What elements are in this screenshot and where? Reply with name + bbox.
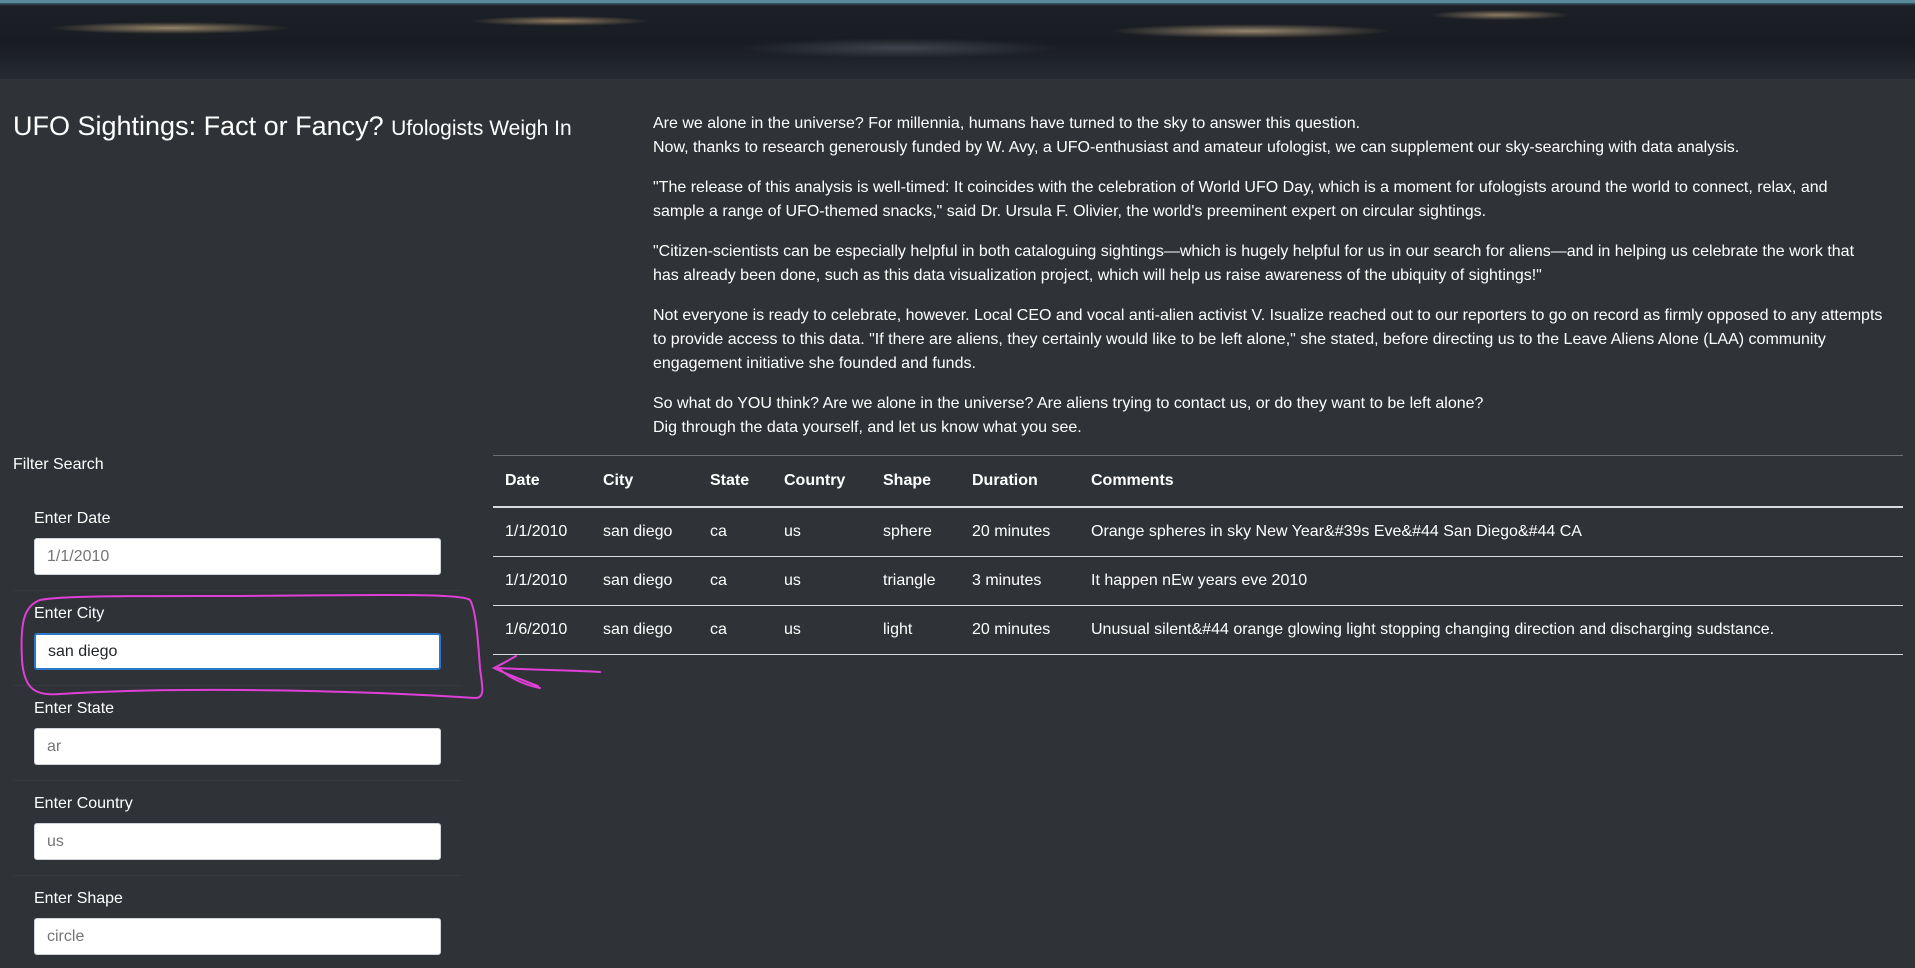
cell-comments: It happen nEw years eve 2010 — [1079, 557, 1903, 606]
city-input[interactable] — [34, 633, 441, 670]
article-paragraph-2: "The release of this analysis is well-timed: It coincides with the celebration of World UFO Day, which is a moment for ufologists around the world to connect, relax, and sample a range of UFO-themed snacks," said Dr. Ursula F. Olivier, the world's preeminent expert on circular sightings. — [653, 179, 1828, 220]
cell-comments: Unusual silent&#44 orange glowing light stopping changing direction and discharging sudstance. — [1079, 606, 1903, 655]
filter-item-date — [13, 496, 462, 591]
cell-date: 1/6/2010 — [493, 606, 591, 655]
article-paragraph-3: "Citizen-scientists can be especially helpful in both cataloguing sightings—which is hugely helpful for us in our search for aliens—and in helping us celebrate the work that has already been done, such as this data visualization project, which will help us raise awareness of the ubiquity of sightings!" — [653, 243, 1855, 284]
article-paragraph-5 — [653, 392, 1883, 440]
page-title-text: UFO Sightings: Fact or Fancy? — [13, 111, 384, 141]
cell-city: san diego — [591, 557, 698, 606]
header-city: City — [591, 456, 698, 508]
filter-item-state — [13, 686, 462, 781]
cell-duration: 20 minutes — [960, 507, 1079, 557]
country-input[interactable] — [34, 823, 441, 860]
page-title — [13, 111, 633, 142]
filter-panel — [13, 496, 462, 968]
cell-date: 1/1/2010 — [493, 557, 591, 606]
date-input[interactable] — [34, 538, 441, 575]
cell-state: ca — [698, 557, 772, 606]
cell-country: us — [772, 507, 871, 557]
state-input[interactable] — [34, 728, 441, 765]
sightings-table — [493, 455, 1903, 655]
page-subtitle: Ufologists Weigh In — [391, 117, 572, 140]
night-sky-banner — [0, 0, 1915, 79]
table-row — [493, 507, 1903, 557]
header-country: Country — [772, 456, 871, 508]
cell-shape: triangle — [871, 557, 960, 606]
country-label: Enter Country — [34, 795, 133, 812]
cell-country: us — [772, 606, 871, 655]
shape-label: Enter Shape — [34, 890, 123, 907]
cell-city: san diego — [591, 606, 698, 655]
cell-shape: sphere — [871, 507, 960, 557]
cell-country: us — [772, 557, 871, 606]
header-state: State — [698, 456, 772, 508]
table-header-row — [493, 456, 1903, 508]
cell-duration: 20 minutes — [960, 606, 1079, 655]
header-duration: Duration — [960, 456, 1079, 508]
header-date: Date — [493, 456, 591, 508]
filter-item-shape — [13, 876, 462, 968]
cell-duration: 3 minutes — [960, 557, 1079, 606]
cell-city: san diego — [591, 507, 698, 557]
article-p5-line2: Dig through the data yourself, and let us know what you see. — [653, 419, 1082, 436]
article-p5-line1: So what do YOU think? Are we alone in the universe? Are aliens trying to contact us, or do they want to be left alone? — [653, 395, 1484, 412]
article-paragraph-4: Not everyone is ready to celebrate, however. Local CEO and vocal anti-alien activist V. Isualize reached out to our reporters to go on record as firmly opposed to any attempts to provide access to this data. "If there are aliens, they certainly would like to be left alone," she stated, before directing us to the Leave Aliens Alone (LAA) community engagement initiative she founded and funds. — [653, 307, 1883, 372]
cell-comments: Orange spheres in sky New Year&#39s Eve&#44 San Diego&#44 CA — [1079, 507, 1903, 557]
city-label: Enter City — [34, 605, 105, 622]
table-row — [493, 557, 1903, 606]
filter-item-city — [13, 591, 462, 686]
article-p1-line1: Are we alone in the universe? For millennia, humans have turned to the sky to answer this question. — [653, 115, 1361, 132]
date-label: Enter Date — [34, 510, 111, 527]
article-paragraph-1 — [653, 112, 1883, 160]
header-comments: Comments — [1079, 456, 1903, 508]
cell-state: ca — [698, 507, 772, 557]
filter-item-country — [13, 781, 462, 876]
article-text — [653, 112, 1883, 456]
filter-heading: Filter Search — [13, 456, 104, 473]
cell-date: 1/1/2010 — [493, 507, 591, 557]
annotation-arrow-icon — [494, 656, 600, 688]
sightings-table-container — [493, 455, 1903, 655]
state-label: Enter State — [34, 700, 115, 717]
header-shape: Shape — [871, 456, 960, 508]
cell-state: ca — [698, 606, 772, 655]
article-p1-line2: Now, thanks to research generously funded by W. Avy, a UFO-enthusiast and amateur ufologist, we can supplement our sky-searching with data analysis. — [653, 139, 1740, 156]
title-area — [13, 111, 633, 142]
table-row — [493, 606, 1903, 655]
shape-input[interactable] — [34, 918, 441, 955]
cell-shape: light — [871, 606, 960, 655]
